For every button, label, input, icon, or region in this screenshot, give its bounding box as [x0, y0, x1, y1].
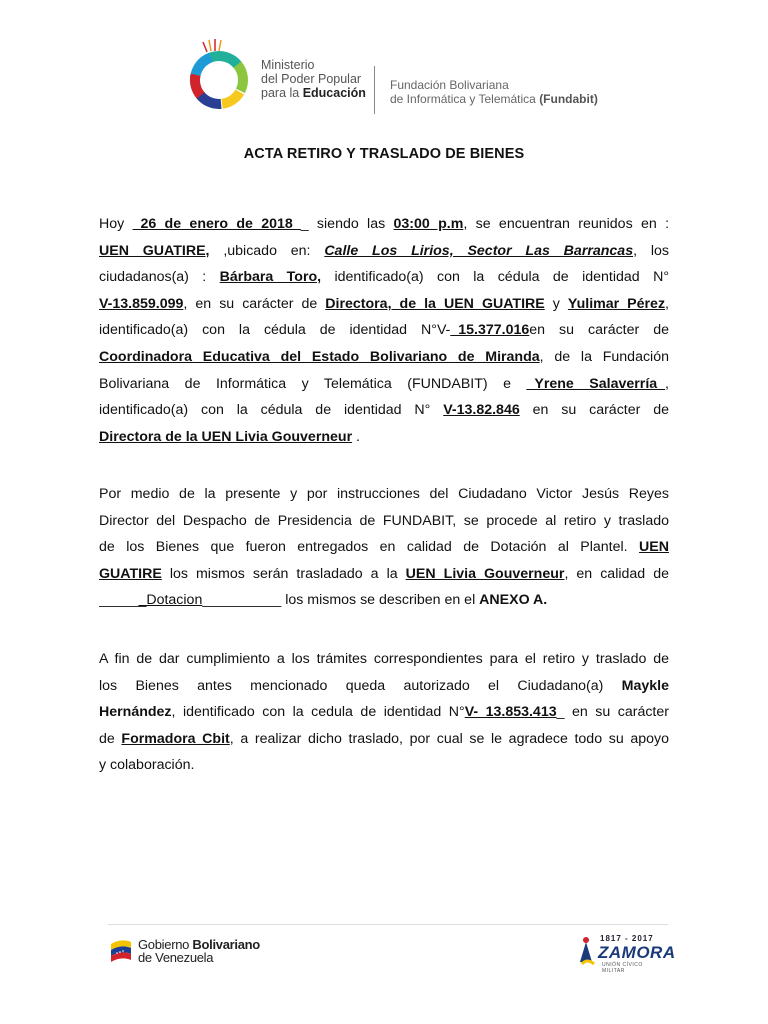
bolivariano-word: Bolivariano	[192, 937, 260, 952]
ministry-name	[261, 58, 366, 100]
ministry-line-3-prefix: para la	[261, 86, 303, 100]
zamora-name: ZAMORA	[598, 943, 676, 962]
p3-line-4	[99, 726, 669, 753]
p1-text: .	[352, 428, 360, 445]
uen-name: GUATIRE	[99, 565, 162, 582]
p1-text: identificado(a) con la cédula de identidad	[321, 269, 640, 286]
person-name: Yulimar Pérez	[567, 295, 666, 312]
p2-line-5	[99, 587, 669, 614]
p1-text: N°	[653, 269, 669, 286]
p1-text: ,ubicado en:	[209, 242, 325, 259]
p3-text: , identificado con la cedula de identidad N°	[171, 704, 465, 721]
role: Directora, de la UEN GUATIRE	[325, 295, 545, 312]
p3-text: de	[99, 730, 122, 747]
address: Calle Los Lirios, Sector Las Barrancas	[324, 242, 634, 259]
role: Formadora Cbit	[121, 730, 230, 747]
p1-line-8	[99, 397, 669, 424]
ministry-line-3-bold: Educación	[302, 86, 366, 100]
p3-line-2	[99, 673, 669, 700]
p1-text: , se encuentran reunidos en :	[463, 216, 669, 232]
blank-line: _____	[99, 592, 139, 609]
p1-line-9	[99, 424, 669, 451]
p1-line-5	[99, 317, 669, 344]
person-name: Maykle	[621, 677, 669, 694]
p1-line-2	[99, 238, 669, 265]
p1-text: , en su carácter de	[183, 295, 326, 312]
fundabit-line-1: Fundación Bolivariana	[390, 78, 509, 92]
anexo-reference: ANEXO A.	[479, 592, 548, 609]
fundabit-line-2-bold: (Fundabit)	[539, 92, 598, 106]
p3-text: _ en su carácter	[556, 704, 669, 721]
venezuela-flag-icon	[108, 934, 134, 968]
p3-line-1: A fin de dar cumplimiento a los trámites correspondientes para el retiro y traslado de	[99, 651, 669, 667]
gobierno-word: Gobierno	[138, 937, 193, 952]
paragraph-instructions	[99, 481, 669, 614]
p1-line-1	[99, 211, 669, 238]
fundabit-line-2	[390, 92, 598, 106]
gobierno-text	[138, 938, 260, 964]
fundabit-name	[390, 78, 598, 106]
uen-name: UEN	[639, 539, 669, 556]
id-number: V-13.82.846	[443, 402, 520, 419]
p2-text: los mismos se describen en el	[281, 592, 480, 609]
p2-text: , en calidad de	[564, 565, 669, 582]
p1-text: Bolivariana de Informática y Telemática (FUNDABIT) e	[99, 375, 527, 392]
p1-text: identificado(a) con la cédula de identidad N°V-	[99, 322, 451, 339]
p2-line-4	[99, 561, 669, 588]
role: Coordinadora Educativa del Estado Bolivariano de Miranda	[99, 348, 540, 365]
p1-text: en su carácter de	[529, 322, 669, 339]
meeting-time: 03:00 p.m	[393, 216, 464, 232]
destination: UEN Livia Gouverneur	[405, 565, 565, 582]
p3-line-5: y colaboración.	[99, 757, 195, 774]
p2-text: de los Bienes que fueron entregados en calidad de Dotación al Plantel.	[99, 539, 640, 556]
p1-line-6	[99, 344, 669, 371]
document-title: ACTA RETIRO Y TRASLADO DE BIENES	[243, 146, 525, 162]
id-number: V- 13.853.413	[464, 704, 557, 721]
ministry-line-1: Ministerio	[261, 58, 315, 72]
blank-line: __________	[202, 592, 282, 609]
p1-text: y	[544, 295, 568, 312]
person-name: Hernández	[99, 704, 172, 721]
p1-text: identificado(a) con la cédula de identidad N°	[99, 402, 444, 419]
person-name: _Yrene Salaverría_	[526, 375, 666, 392]
gobierno-bolivariano-logo	[108, 932, 278, 972]
dotacion-value: _Dotacion	[138, 592, 203, 609]
p1-line-7	[99, 371, 669, 398]
p1-text: , los	[633, 242, 669, 259]
document-header	[185, 38, 605, 118]
zamora-emblem-icon	[576, 932, 598, 972]
uen-name: UEN GUATIRE,	[99, 242, 210, 259]
id-number: _15.377.016	[450, 322, 530, 339]
fundabit-line-2-prefix: de Informática y Telemática	[390, 92, 540, 106]
p1-text: , de la Fundación	[539, 348, 669, 365]
person-name: Bárbara Toro,	[219, 269, 322, 286]
p2-line-3	[99, 534, 669, 561]
p1-text: _ siendo las	[300, 216, 394, 232]
p3-text: , a realizar dicho traslado, por cual se le agradece todo su apoyo	[229, 730, 669, 747]
p1-text: Hoy	[99, 216, 133, 232]
zamora-subtitle: UNIÓN CÍVICO MILITAR	[602, 962, 643, 974]
p2-line-1: Por medio de la presente y por instrucciones del Ciudadano Victor Jesús Reyes	[99, 486, 669, 502]
p1-line-4	[99, 291, 669, 318]
zamora-years: 1817 - 2017	[600, 934, 654, 943]
p3-line-3	[99, 699, 669, 726]
p1-text: ,	[665, 295, 669, 312]
ministry-line-2: del Poder Popular	[261, 72, 362, 86]
paragraph-meeting	[99, 211, 669, 450]
p1-text: ,	[665, 375, 669, 392]
p1-text: en su carácter de	[519, 402, 669, 419]
role: Directora de la UEN Livia Gouverneur	[99, 428, 353, 445]
zamora-bicentenary-logo	[576, 930, 676, 974]
p1-text: ciudadanos(a) :	[99, 269, 220, 286]
header-divider	[374, 66, 375, 114]
p1-line-3	[99, 264, 669, 291]
p3-text: los Bienes antes mencionado queda autorizado el Ciudadano(a)	[99, 677, 622, 694]
p2-text: los mismos serán trasladado a la	[161, 565, 406, 582]
id-number: V-13.859.099	[99, 295, 184, 312]
paragraph-authorization	[99, 646, 669, 779]
footer-divider	[108, 924, 668, 925]
ministry-education-logo	[185, 38, 255, 113]
p2-line-2: Director del Despacho de Presidencia de FUNDABIT, se procede al retiro y traslado	[99, 512, 669, 529]
meeting-date: _26 de enero de 2018_	[132, 216, 301, 232]
ministry-line-3	[261, 86, 366, 100]
gobierno-line-2: de Venezuela	[138, 950, 214, 965]
